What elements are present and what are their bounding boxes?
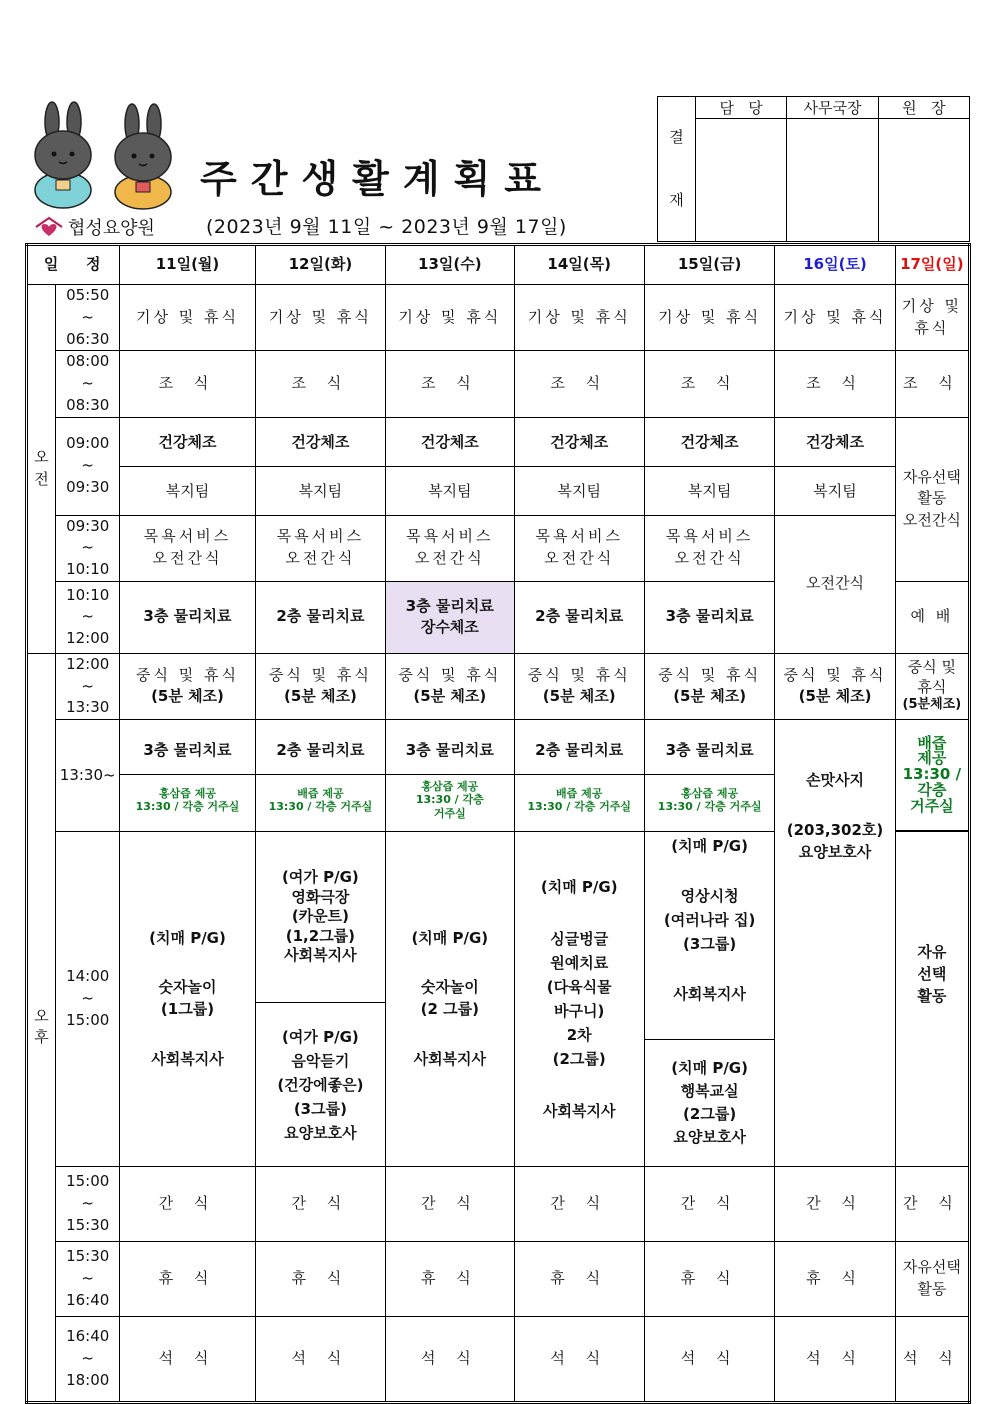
juice-line2: 13:30 / 각층: [415, 793, 484, 807]
free-sun-line2: 활동: [917, 1280, 947, 1298]
wake-thu: 기상 및 휴식: [514, 285, 644, 351]
physio-pm-label: 3층 물리치료: [645, 726, 774, 775]
juice-sun: [895, 720, 969, 832]
time-end: 15:00: [66, 1010, 110, 1029]
row-physio-pm: [27, 720, 970, 832]
approval-kyul: 결: [669, 128, 684, 146]
exercise-label: 건강체조: [386, 418, 513, 467]
lunch-label: 중식 및 휴식: [527, 665, 631, 684]
prog-line: 영상시청: [680, 887, 739, 905]
juice-line1: 배즙: [917, 733, 947, 752]
free-sun-line1: 자유선택: [902, 1258, 961, 1277]
rest-thu: 휴 식: [514, 1242, 644, 1317]
lunch-mon: [120, 653, 255, 719]
juice-line3: 13:30 /: [902, 765, 962, 784]
juice-thu: [515, 775, 644, 825]
lunch-sub: (5분 체조): [283, 687, 357, 706]
lunch-tue: [255, 653, 385, 719]
free-am-sun: [895, 417, 969, 581]
time-end: 12:00: [66, 629, 110, 648]
snack-thu: 간 식: [514, 1167, 644, 1242]
prog-line: (치매 P/G): [671, 1058, 748, 1077]
worship-sun: 예 배: [895, 581, 969, 653]
approval-role-secretary: 사무국장: [787, 97, 878, 119]
time-1400: [56, 832, 120, 1167]
approval-side-label: [658, 97, 696, 242]
physio-pm-thu: [514, 720, 644, 832]
prog-line: (카운트): [291, 907, 349, 926]
physio-thu: 2층 물리치료: [514, 581, 644, 653]
dinner-sat: 석 식: [775, 1317, 895, 1403]
juice-line4: 각층: [917, 780, 947, 799]
juice-line1: 홍삼즙 제공: [159, 786, 216, 800]
exercise-fri: [644, 417, 774, 515]
row-rest: [27, 1242, 970, 1317]
juice-line2: 13:30 / 각층 거주실: [268, 800, 373, 813]
wake-fri: 기상 및 휴식: [644, 285, 774, 351]
lunch-sun: [895, 653, 969, 719]
time-end: 13:30: [66, 698, 110, 717]
juice-line1: 홍삼즙 제공: [421, 780, 479, 794]
breakfast-sat: 조 식: [775, 351, 895, 417]
dinner-tue: 석 식: [255, 1317, 385, 1403]
page-title: 주간생활계획표: [200, 157, 555, 201]
lunch-sub: (5분 체조): [673, 687, 747, 706]
dinner-thu: 석 식: [514, 1317, 644, 1403]
lunch-sun-line3: (5분체조): [902, 697, 962, 713]
lunch-fri: [644, 653, 774, 719]
signature-cell-director[interactable]: [878, 119, 969, 242]
time-0900: [56, 417, 120, 515]
am-snack-label: 오전간식: [152, 549, 223, 568]
prog-line: 음악듣기: [291, 1051, 350, 1070]
time-start: 09:30 ~: [66, 516, 110, 557]
signature-cell-secretary[interactable]: [787, 119, 878, 242]
bath-label: 목욕서비스: [535, 527, 623, 546]
day-header-row: [27, 245, 970, 285]
prog-line: [777, 792, 892, 820]
prog-line: 원예치료: [550, 954, 609, 972]
lunch-sub: (5분 체조): [413, 687, 487, 706]
dinner-wed: 석 식: [386, 1317, 514, 1403]
physio-wed: [386, 581, 514, 653]
juice-line1: 홍삼즙 제공: [681, 786, 739, 800]
pm-text: 오후: [34, 1006, 49, 1047]
breakfast-mon: 조 식: [120, 351, 255, 417]
prog-line: (치매 P/G): [671, 837, 748, 855]
bath-label: 목욕서비스: [143, 527, 232, 546]
prog-line: (2 그룹): [420, 1000, 479, 1018]
program-tue-top: [256, 832, 385, 1003]
dinner-fri: 석 식: [644, 1317, 774, 1403]
prog-line: (여러나라 집): [663, 911, 756, 929]
welfare-label: 복지팀: [687, 481, 732, 500]
physio-pm-label: 2층 물리치료: [256, 726, 385, 775]
wake-sun: [895, 285, 969, 351]
time-sep: ~: [81, 1269, 94, 1288]
am-snack-label: 오전간식: [414, 549, 485, 568]
prog-line: 요양보호사: [673, 1128, 746, 1147]
am-snack-label: 오전간식: [544, 549, 615, 568]
free-am-line2: 활동: [917, 489, 947, 508]
breakfast-tue: 조 식: [255, 351, 385, 417]
time-sep: ~: [81, 1194, 94, 1213]
wake-wed: 기상 및 휴식: [386, 285, 514, 351]
lunch-label: 중식 및 휴식: [658, 665, 762, 684]
time-start: 14:00 ~: [66, 967, 110, 1008]
juice-mon: [120, 775, 254, 825]
program-sun: [895, 832, 969, 1167]
prog-line: 요양보호사: [284, 1123, 357, 1142]
lunch-label: 중식 및 휴식: [268, 665, 372, 684]
lunch-sun-line2: 휴식: [917, 677, 947, 696]
exercise-sat: [775, 417, 895, 515]
row-wake: [27, 285, 970, 351]
weekly-schedule-table: [25, 243, 971, 1404]
exercise-thu: [514, 417, 644, 515]
schedule-label: 일 정: [27, 245, 120, 285]
approval-role-director: 원 장: [878, 97, 969, 119]
time-end: 16:40: [66, 1290, 110, 1309]
prog-line: 사회복지사: [284, 946, 357, 965]
prog-line: (1그룹): [160, 1000, 215, 1018]
snack-wed: 간 식: [386, 1167, 514, 1242]
prog-line: [517, 899, 642, 927]
program-thu: [514, 832, 644, 1167]
exercise-label: 건강체조: [775, 418, 894, 467]
prog-line: 행복교실: [680, 1081, 739, 1100]
prog-line: (건강에좋은): [277, 1075, 364, 1094]
prog-line: 영화극장: [291, 887, 350, 906]
prog-line: (2그룹): [552, 1050, 606, 1068]
rest-tue: 휴 식: [255, 1242, 385, 1317]
physio-mon: 3층 물리치료: [120, 581, 255, 653]
juice-tue: [256, 775, 385, 825]
juice-line1: 배즙 제공: [297, 786, 344, 800]
prog-line: [645, 956, 774, 982]
exercise-tue: [255, 417, 385, 515]
time-end: 10:10: [66, 560, 110, 578]
snack-fri: 간 식: [644, 1167, 774, 1242]
program-fri: [644, 832, 774, 1167]
welfare-label: 복지팀: [165, 481, 210, 500]
breakfast-fri: 조 식: [644, 351, 774, 417]
prog-line: 사회복지사: [542, 1102, 616, 1120]
physio-tue: 2층 물리치료: [255, 581, 385, 653]
time-end: 06:30: [66, 329, 110, 348]
welfare-label: 복지팀: [813, 481, 857, 500]
prog-line: 손맛사지: [806, 771, 864, 789]
wake-tue: 기상 및 휴식: [255, 285, 385, 351]
row-lunch: [27, 653, 970, 719]
physio-pm-label: 3층 물리치료: [386, 726, 513, 775]
bath-label: 목욕서비스: [406, 527, 494, 546]
rest-sat: 휴 식: [775, 1242, 895, 1317]
exercise-label: 건강체조: [645, 418, 774, 467]
bath-label: 목욕서비스: [665, 527, 754, 546]
time-start: 15:30: [66, 1247, 110, 1266]
prog-line: (2그룹): [683, 1105, 737, 1123]
day-wed: 13일(수): [386, 245, 514, 285]
time-start: 10:10 ~: [66, 585, 110, 626]
prog-line: 선택: [917, 964, 947, 983]
row-bath: [27, 515, 970, 581]
bath-tue: [255, 515, 385, 581]
bath-thu: [514, 515, 644, 581]
prog-line: (치매 P/G): [540, 878, 618, 896]
juice-sun-box: [896, 720, 968, 831]
time-start: 15:00: [66, 1172, 110, 1191]
am-snack-sat: 오전간식: [775, 515, 895, 653]
juice-line3: 거주실: [433, 806, 466, 820]
prog-line: (203,302호): [786, 820, 884, 839]
time-1330: 13:30~: [56, 720, 120, 832]
prog-line: (여가 P/G): [282, 868, 359, 887]
time-end: 18:00: [66, 1370, 110, 1389]
wake-sat: 기상 및 휴식: [775, 285, 895, 351]
brand-name: 협성요양원: [68, 218, 155, 239]
time-end: 15:30: [66, 1215, 110, 1234]
prog-line: [388, 949, 511, 977]
day-sun: 17일(일): [895, 245, 969, 285]
snack-tue: 간 식: [255, 1167, 385, 1242]
time-0550: [56, 285, 120, 351]
dinner-mon: 석 식: [120, 1317, 255, 1403]
exercise-mon: [120, 417, 255, 515]
time-start: 16:40: [66, 1327, 110, 1346]
prog-line: 자유: [917, 943, 947, 961]
snack-mon: 간 식: [120, 1167, 255, 1242]
exercise-label: 건강체조: [256, 418, 385, 467]
am-snack-label: 오전간식: [674, 549, 745, 568]
juice-line2: 13:30 / 각층 거주실: [527, 800, 632, 813]
physio-pm-label: 3층 물리치료: [120, 726, 254, 775]
pm-label: [27, 653, 56, 1402]
program-tue-bottom: [256, 1003, 385, 1166]
prog-line: 사회복지사: [673, 985, 746, 1003]
juice-line2: 13:30 / 각층 거주실: [135, 800, 240, 813]
lunch-label: 중식 및 휴식: [135, 665, 239, 684]
exercise-wed: [386, 417, 514, 515]
wake-sun-line1: 기상 및: [901, 296, 962, 315]
am-text: 오전: [34, 448, 49, 488]
prog-line: 숫자놀이: [420, 978, 479, 997]
time-start: 09:00 ~: [66, 434, 110, 475]
day-thu: 14일(목): [514, 245, 644, 285]
rest-mon: 휴 식: [120, 1242, 255, 1317]
physio-pm-wed: [386, 720, 514, 832]
prog-line: [645, 858, 774, 884]
physio-wed-line2: 장수체조: [420, 618, 479, 637]
prog-line: (치매 P/G): [149, 928, 226, 947]
program-sat: [775, 720, 895, 1167]
breakfast-thu: 조 식: [514, 351, 644, 417]
am-snack-label: 오전간식: [285, 549, 356, 568]
prog-line: 숫자놀이: [158, 978, 217, 997]
prog-line: (3그룹): [683, 935, 737, 953]
program-wed: [386, 832, 514, 1167]
prog-line: 요양보호사: [798, 842, 872, 861]
program-mon: [120, 832, 255, 1167]
day-fri: 15일(금): [644, 245, 774, 285]
prog-line: (3그룹): [293, 1099, 347, 1118]
prog-line: (치매 P/G): [411, 928, 489, 947]
juice-fri: [645, 775, 774, 825]
day-tue: 12일(화): [255, 245, 385, 285]
snack-sat: 간 식: [775, 1167, 895, 1242]
prog-line: 싱글벙글: [550, 930, 609, 948]
prog-line: 활동: [917, 986, 947, 1005]
time-0930: [56, 515, 120, 581]
lunch-sub: (5분 체조): [151, 687, 224, 706]
time-1500: [56, 1167, 120, 1242]
program-fri-bottom: [645, 1040, 774, 1166]
program-tue: [255, 832, 385, 1167]
approval-box: [657, 96, 970, 242]
prog-line: 2차: [566, 1026, 592, 1044]
breakfast-wed: 조 식: [386, 351, 514, 417]
juice-line2: 제공: [917, 749, 947, 768]
bunny-mascots-logo: [28, 100, 178, 210]
juice-line2: 13:30 / 각층 거주실: [657, 800, 762, 813]
physio-pm-mon: [120, 720, 255, 832]
lunch-sun-line1: 중식 및: [907, 658, 956, 677]
heart-house-icon: [34, 216, 64, 238]
lunch-label: 중식 및 휴식: [783, 665, 887, 684]
free-am-line3: 오전간식: [902, 511, 961, 529]
snack-sun: 간 식: [895, 1167, 969, 1242]
time-end: 09:30: [66, 477, 110, 496]
time-0800: [56, 351, 120, 417]
physio-wed-line1: 3층 물리치료: [405, 596, 494, 615]
rest-fri: 휴 식: [644, 1242, 774, 1317]
prog-line: [517, 1071, 642, 1099]
approval-role-staff: 담 당: [696, 97, 787, 119]
day-sat: 16일(토): [775, 245, 895, 285]
juice-line1: 배즙 제공: [556, 786, 603, 800]
am-label: [27, 285, 56, 654]
juice-wed: [386, 775, 513, 825]
signature-cell-staff[interactable]: [696, 119, 787, 242]
day-mon: 11일(월): [120, 245, 255, 285]
exercise-label: 건강체조: [120, 418, 254, 467]
bath-label: 목욕서비스: [276, 527, 365, 546]
wake-sun-line2: 휴식: [914, 318, 950, 337]
row-exercise: [27, 417, 970, 515]
lunch-sub: (5분 체조): [798, 687, 872, 706]
bath-wed: [386, 515, 514, 581]
prog-line: (1,2그룹): [285, 926, 356, 945]
physio-fri: 3층 물리치료: [644, 581, 774, 653]
juice-line5: 거주실: [910, 796, 954, 815]
physio-pm-label: 2층 물리치료: [515, 726, 644, 775]
brand: [34, 214, 155, 240]
time-1200: [56, 653, 120, 719]
prog-line: (여가 P/G): [282, 1027, 359, 1046]
time-end: 08:30: [66, 395, 110, 414]
free-am-line1: 자유선택: [902, 467, 961, 486]
welfare-label: 복지팀: [557, 481, 601, 500]
row-breakfast: [27, 351, 970, 417]
prog-line: (다육식물: [546, 978, 612, 996]
breakfast-sun: 조 식: [895, 351, 969, 417]
period-range: (2023년 9월 11일 ~ 2023년 9월 17일): [206, 216, 567, 238]
dinner-sun: 석 식: [895, 1317, 969, 1403]
time-1010: [56, 581, 120, 653]
physio-pm-fri: [644, 720, 774, 832]
wake-mon: 기상 및 휴식: [120, 285, 255, 351]
time-1530: [56, 1242, 120, 1317]
rest-wed: 휴 식: [386, 1242, 514, 1317]
exercise-label: 건강체조: [515, 418, 644, 467]
prog-line: [122, 1021, 252, 1049]
program-fri-top: [645, 832, 774, 1040]
lunch-wed: [386, 653, 514, 719]
prog-line: [122, 949, 252, 977]
prog-line: 사회복지사: [151, 1049, 224, 1068]
lunch-label: 중식 및 휴식: [398, 665, 502, 684]
physio-pm-tue: [255, 720, 385, 832]
row-snack: [27, 1167, 970, 1242]
time-sep: ~: [81, 1349, 94, 1368]
lunch-sat: [775, 653, 895, 719]
welfare-label: 복지팀: [428, 481, 472, 500]
lunch-sub: (5분 체조): [542, 687, 616, 706]
time-start: 12:00 ~: [66, 654, 110, 695]
bath-mon: [120, 515, 255, 581]
approval-jae: 재: [669, 191, 684, 209]
prog-line: [388, 1021, 511, 1049]
free-sun-evening: [895, 1242, 969, 1317]
time-start: 08:00 ~: [66, 352, 110, 392]
prog-line: 사회복지사: [413, 1049, 487, 1068]
prog-line: 바구니): [554, 1002, 605, 1020]
row-dinner: [27, 1317, 970, 1403]
welfare-label: 복지팀: [298, 481, 343, 500]
time-start: 05:50 ~: [66, 286, 110, 326]
lunch-thu: [514, 653, 644, 719]
bath-fri: [644, 515, 774, 581]
time-1640: [56, 1317, 120, 1403]
